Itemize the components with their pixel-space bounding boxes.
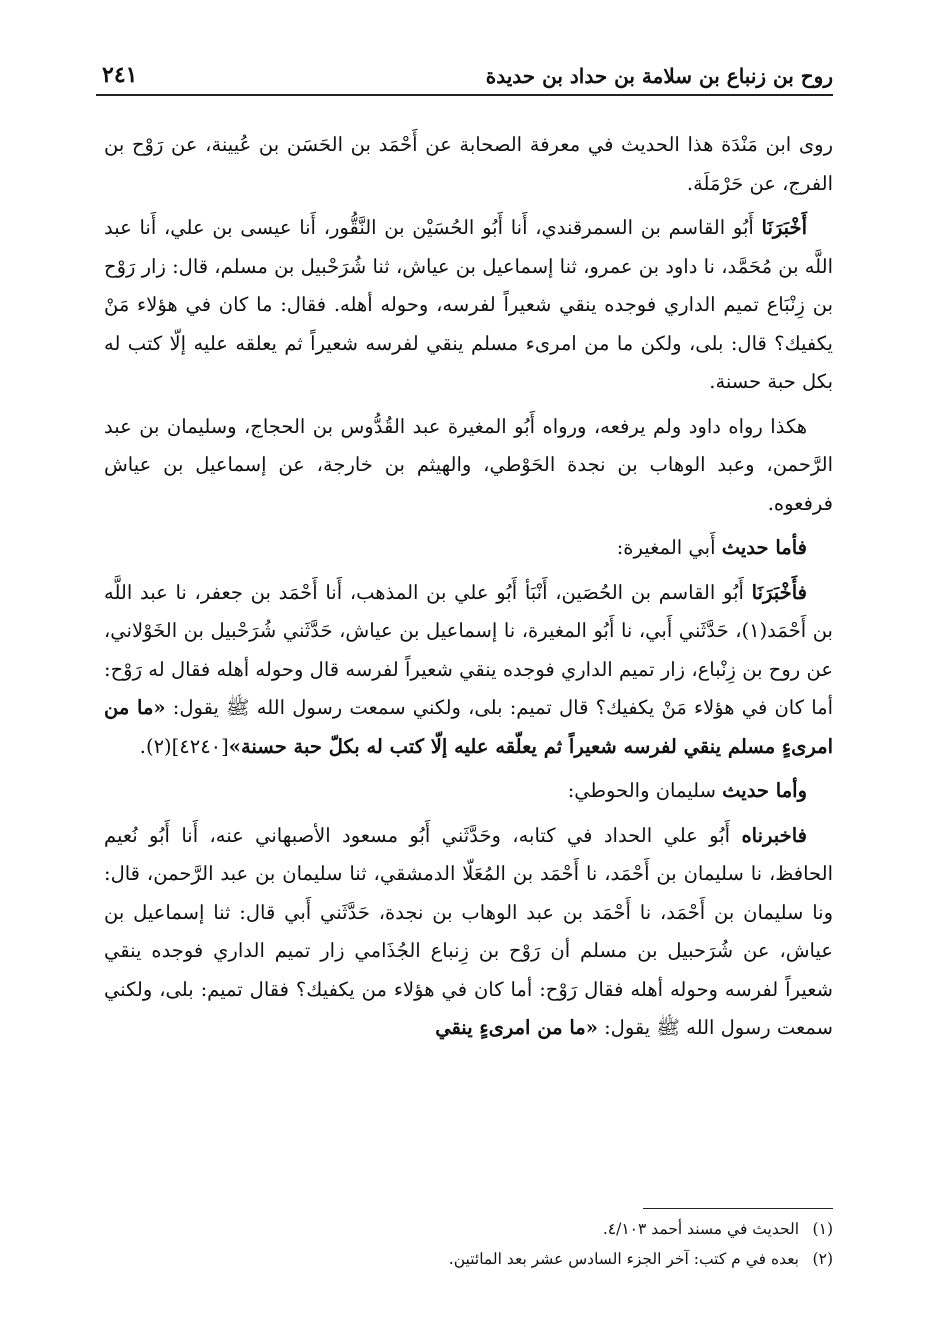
isnad-lead: فاخبرناه	[741, 823, 807, 847]
footnote-number: (٢)	[812, 1250, 833, 1268]
paragraph: هكذا رواه داود ولم يرفعه، ورواه أَبُو المغيرة عبد القُدُّوس بن الحجاج، وسليمان بن عبد الرَّحمن، وعبد الوهاب بن نجدة الحَوْطي، والهيثم بن خارجة، عن إسماعيل بن عياش فرفعوه.	[104, 414, 833, 515]
page-header	[96, 60, 833, 96]
header-rule	[96, 94, 833, 96]
isnad-lead: أَخْبَرَنَا	[761, 216, 807, 239]
isnad-lead: فأَخْبَرَنَا	[751, 580, 807, 604]
main-text	[104, 126, 833, 1054]
paragraph: روى ابن مَنْدَة هذا الحديث في معرفة الصحابة عن أَحْمَد بن الحَسَن بن عُيينة، عن رَوْح بن الفرج، عن حَرْمَلَة.	[104, 133, 833, 195]
footnote	[104, 1244, 833, 1274]
paragraph: أَخْبَرَنَا أَبُو القاسم بن السمرقندي، أَنا أَبُو الحُسَيْن بن النَّقُّور، أَنا عيسى بن علي، أَنا عبد اللَّه بن مُحَمَّد، نا داود بن عمرو، ثنا إسماعيل بن عياش، ثنا شُرَحْبيل بن مسلم، قال: زار رَوْح بن زِنْبَاع تميم الداري فوجده ينقي شعيراً لفرسه، وحوله أهله. فقال: ما كان في هؤلاء مَنْ يكفيك؟ قال: بلى، ولكن ما من امرىء مسلم ينقي لفرسه شعيراً ثم يعلقه عليه إلّا كتب له بكل حبة حسنة.	[104, 216, 834, 393]
hadith-text: «ما من امرىءٍ ينقي	[435, 1016, 598, 1039]
footnote-ref: [٤٢٤٠](٢).	[139, 734, 229, 758]
running-title: روح بن زنباع بن سلامة بن حداد بن حديدة	[485, 64, 833, 88]
section-heading: فأما حديث أَبي المغيرة:	[616, 536, 807, 559]
section-heading: وأما حديث سليمان والحوطي:	[567, 779, 807, 802]
footnotes	[104, 1214, 833, 1274]
footnote	[104, 1214, 833, 1244]
hadith-text: «ما من امرىءٍ مسلم ينقي لفرسه شعيراً ثم يعلّقه عليه إلّا كتب له بكلّ حبة حسنة»	[104, 696, 833, 758]
paragraph: فأَخْبَرَنَا أَبُو القاسم بن الحُصَين، أَنْبَأ أَبُو علي بن المذهب، أَنا أَحْمَد بن جعفر، نا عبد اللَّه بن أَحْمَد(١)، حَدَّثَني أَبي، نا أَبُو المغيرة، نا إسماعيل بن عياش، حَدَّثَني شُرَحْبيل بن الخَوْلاني، عن روح بن زِنْباع، زار تميم الداري فوجده ينقي شعيراً لفرسه قال وحوله أهله فقال له رَوْح: أما كان في هؤلاء مَنْ يكفيك؟ قال تميم: بلى، ولكني سمعت رسول الله ﷺ يقول: «ما من امرىءٍ مسلم ينقي لفرسه شعيراً ثم يعلّقه عليه إلّا كتب له بكلّ حبة حسنة»[٤٢٤٠](٢).	[104, 580, 833, 758]
page-number: ٢٤١	[102, 62, 138, 88]
footnote-number: (١)	[812, 1220, 833, 1238]
paragraph: فاخبرناه أَبُو علي الحداد في كتابه، وحَدَّثَني أَبُو مسعود الأصبهاني عنه، أَنا أَبُو نُعيم الحافظ، نا سليمان بن أَحْمَد، نا أَحْمَد بن المُعَلّا الدمشقي، ثنا سليمان بن عبد الرَّحمن، قال: ونا سليمان بن أَحْمَد، نا أَحْمَد بن عبد الوهاب بن نجدة، حَدَّثَني أَبي قال: ثنا إسماعيل بن عياش، عن شُرَحبيل بن مسلم أن رَوْح بن زِنباع الجُذَامي زار تميم الداري فوجده ينقي شعيراً لفرسه وحوله أهله فقال رَوْح: أما كان في هؤلاء من يكفيك؟ فقال تميم: بلى، ولكني سمعت رسول الله ﷺ يقول: «ما من امرىءٍ ينقي	[104, 823, 833, 1039]
footnote-rule	[643, 1208, 833, 1209]
footnote-text: الحديث في مسند أحمد ٤/١٠٣.	[602, 1220, 799, 1238]
footnote-text: بعده في م كتب: آخر الجزء السادس عشر بعد المائتين.	[448, 1250, 799, 1268]
